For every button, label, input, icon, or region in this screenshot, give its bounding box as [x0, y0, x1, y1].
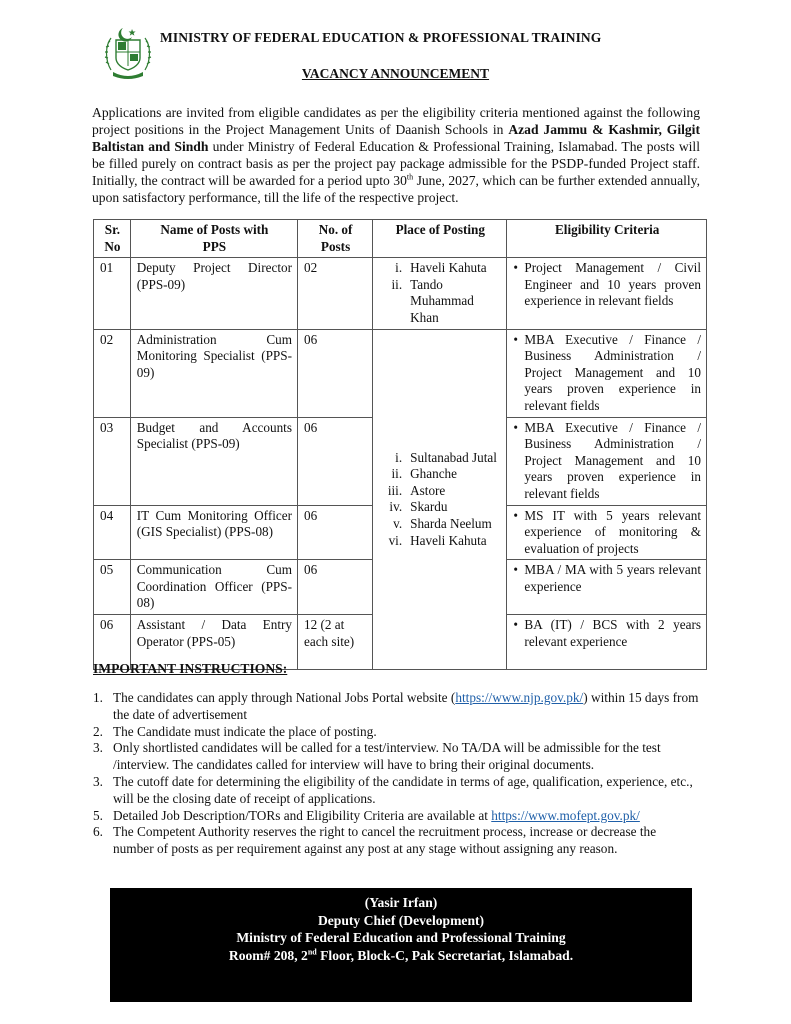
row-sr: 03 [94, 417, 131, 505]
row-posts: 12 (2 at each site) [297, 615, 372, 670]
signatory-name: (Yasir Irfan) [364, 895, 438, 910]
row-post-name: Assistant / Data Entry Operator (PPS-05) [130, 615, 297, 670]
row-criteria: • MBA / MA with 5 years relevant experience [507, 560, 707, 615]
ministry-title: MINISTRY OF FEDERAL EDUCATION & PROFESSIONAL TRAINING [160, 30, 602, 45]
row-criteria: • MBA Executive / Finance / Business Administration / Project Management and 10 years proven experience in relevant fields [507, 417, 707, 505]
announcement-title: VACANCY ANNOUNCEMENT [301, 66, 490, 81]
place-item: i. Sultanabad Jutal [395, 449, 497, 465]
place-item: ii. Tando Muhammad Khan [391, 276, 474, 325]
row-sr: 04 [94, 505, 131, 560]
intro-text-2: under Ministry of Federal Education & Professional Training, Islamabad. The posts will be filled purely on contract basis as per the project pay package admissible for the PSDP-funded Project staff. Initially, the contract will be awarded for a period upto 30 [92, 139, 700, 188]
row-sr: 06 [94, 615, 131, 670]
row-posts: 06 [297, 329, 372, 417]
row-criteria: • Project Management / Civil Engineer and 10 years proven experience in relevant fields [507, 258, 707, 329]
place-item: i. Haveli Kahuta [395, 260, 487, 276]
signatory-designation: Deputy Chief (Development) [317, 912, 485, 928]
row-place-shared [373, 329, 507, 670]
instructions-list [93, 690, 699, 858]
row-criteria: • BA (IT) / BCS with 2 years relevant experience [507, 615, 707, 670]
row-sr: 05 [94, 560, 131, 615]
place-item: vi. Haveli Kahuta [388, 532, 487, 548]
header-posts: No. of Posts [297, 220, 372, 258]
place-item: v. Sharda Neelum [393, 515, 492, 531]
row-post-name: Deputy Project Director (PPS-09) [130, 258, 297, 329]
row-criteria: • MBA Executive / Finance / Business Administration / Project Management and 10 years proven experience in relevant fields [507, 329, 707, 417]
row-post-name: Communication Cum Coordination Officer (PPS-08) [130, 560, 297, 615]
header-sr: Sr. No [94, 220, 131, 258]
place-item: ii. Ghanche [391, 466, 457, 482]
table-header-row [94, 220, 707, 258]
row-sr: 02 [94, 329, 131, 417]
intro-text-1: Applications are invited from eligible candidates as per the eligibility criteria mentioned against the following project positions in the Project Management Units of Daanish Schools in [92, 105, 700, 137]
instruction-item: 2. The Candidate must indicate the place of posting. [93, 723, 377, 739]
place-item: iii. Astore [387, 482, 446, 498]
instruction-item: 3. The cutoff date for determining the eligibility of the candidate in terms of age, qualification, experience, etc., will be the closing date of receipt of applications. [93, 773, 693, 806]
signature-block [110, 888, 692, 1002]
intro-paragraph [92, 104, 700, 206]
header-name: Name of Posts with PPS [130, 220, 297, 258]
vacancy-table [93, 219, 707, 670]
mofept-website-link[interactable]: https://www.mofept.gov.pk/ [491, 807, 640, 823]
row-posts: 06 [297, 417, 372, 505]
intro-sup: th [406, 172, 414, 182]
header-place: Place of Posting [373, 220, 507, 258]
instruction-item: 3. Only shortlisted candidates will be called for a test/interview. No TA/DA will be admissible for the test /interview. The candidates called for interview will have to bring their original documents. [93, 740, 661, 773]
row-sr: 01 [94, 258, 131, 329]
row-posts: 06 [297, 505, 372, 560]
intro-text-3: June, 2027, which can be further extended annually, upon satisfactory performance, till the life of the respective project. [92, 173, 700, 205]
instructions-heading: IMPORTANT INSTRUCTIONS: [93, 661, 288, 676]
row-criteria: • MS IT with 5 years relevant experience of monitoring & evaluation of projects [507, 505, 707, 560]
instruction-item: 6. The Competent Authority reserves the right to cancel the recruitment process, increase or decrease the number of posts as per requirement against any post at any stage without assigning any reason. [93, 824, 657, 857]
row-post-name: Administration Cum Monitoring Specialist (PPS-09) [130, 329, 297, 417]
signatory-address: Room# 208, 2nd Floor, Block-C, Pak Secretariat, Islamabad. [228, 947, 574, 963]
intro-regions: Azad Jammu & Kashmir, Gilgit Baltistan and Sindh [92, 122, 700, 154]
instruction-item: 1. The candidates can apply through National Jobs Portal website (https://www.njp.gov.pk/) within 15 days from the date of advertisement [93, 690, 699, 722]
place-item: iv. Skardu [389, 499, 448, 515]
table-row [94, 329, 707, 417]
row-post-name: Budget and Accounts Specialist (PPS-09) [130, 417, 297, 505]
row-posts: 02 [297, 258, 372, 329]
njp-portal-link[interactable]: https://www.njp.gov.pk/ [455, 690, 584, 705]
instruction-item: 5. Detailed Job Description/TORs and Eligibility Criteria are available at https://www.mofept.gov.pk/ [93, 807, 640, 823]
signatory-organization: Ministry of Federal Education and Professional Training [236, 930, 566, 946]
row-posts: 06 [297, 560, 372, 615]
header-eligibility: Eligibility Criteria [507, 220, 707, 258]
row-post-name: IT Cum Monitoring Officer (GIS Specialist) (PPS-08) [130, 505, 297, 560]
table-row [94, 258, 707, 329]
row-place [373, 258, 507, 329]
